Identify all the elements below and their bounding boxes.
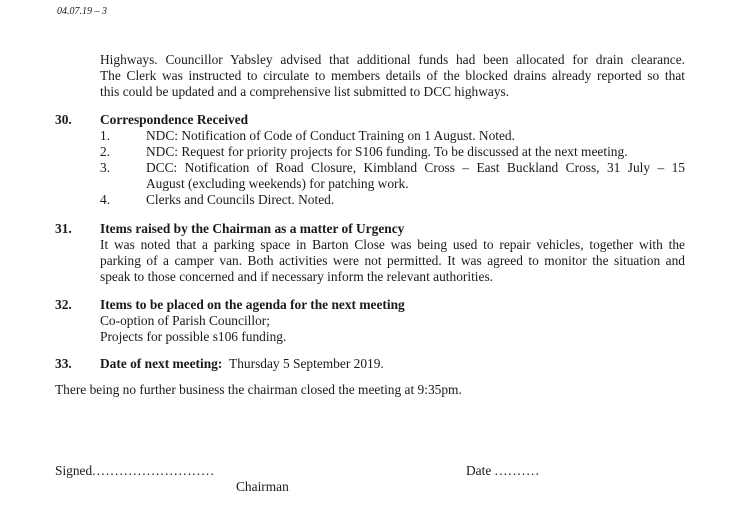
signed-line [55, 463, 215, 479]
intro-line-1: Highways. Councillor Yabsley advised that additional funds had been allocated for drain clearance. [100, 52, 685, 67]
item-text-line: Co-option of Parish Councillor; [100, 313, 270, 328]
next-meeting-line [100, 356, 384, 372]
page-reference: 04.07.19 – 3 [57, 6, 107, 17]
date-dots: .......... [494, 463, 541, 478]
signed-dots: ........................... [92, 463, 215, 478]
next-meeting-date: Thursday 5 September 2019. [229, 356, 384, 371]
signatory-role: Chairman [236, 479, 289, 494]
list-number: 1. [100, 128, 111, 143]
item-text-line: Projects for possible s106 funding. [100, 329, 287, 344]
item-number: 31. [55, 221, 72, 236]
list-item: Clerks and Councils Direct. Noted. [146, 192, 335, 207]
item-number: 33. [55, 356, 72, 371]
item-text-line: speak to those concerned and if necessary inform the relevant authorities. [100, 269, 494, 284]
list-item: DCC: Notification of Road Closure, Kimbland Cross – East Buckland Cross, 31 July – 15 [146, 160, 685, 175]
date-label: Date [466, 463, 492, 478]
item-text-line: It was noted that a parking space in Barton Close was being used to repair vehicles, together with the [100, 237, 685, 252]
intro-line-3: this could be updated and a comprehensive list submitted to DCC highways. [100, 84, 510, 99]
item-text-line: parking of a camper van. Both activities were not permitted. It was agreed to monitor the situation and [100, 253, 685, 268]
list-number: 3. [100, 160, 111, 175]
list-item: NDC: Notification of Code of Conduct Training on 1 August. Noted. [146, 128, 515, 143]
item-heading: Correspondence Received [100, 112, 249, 127]
signed-label: Signed [55, 463, 93, 478]
item-number: 30. [55, 112, 72, 127]
list-item: NDC: Request for priority projects for S106 funding. To be discussed at the next meeting. [146, 144, 628, 159]
intro-line-2: The Clerk was instructed to circulate to members details of the blocked drains already reported so that [100, 68, 685, 83]
item-heading: Items raised by the Chairman as a matter of Urgency [100, 221, 405, 236]
item-heading: Date of next meeting: [100, 356, 223, 371]
list-item-continuation: August (excluding weekends) for patching work. [146, 176, 409, 191]
date-line [466, 463, 540, 479]
item-heading: Items to be placed on the agenda for the next meeting [100, 297, 405, 312]
item-number: 32. [55, 297, 72, 312]
list-number: 4. [100, 192, 111, 207]
list-number: 2. [100, 144, 111, 159]
closing-statement: There being no further business the chairman closed the meeting at 9:35pm. [55, 382, 462, 397]
